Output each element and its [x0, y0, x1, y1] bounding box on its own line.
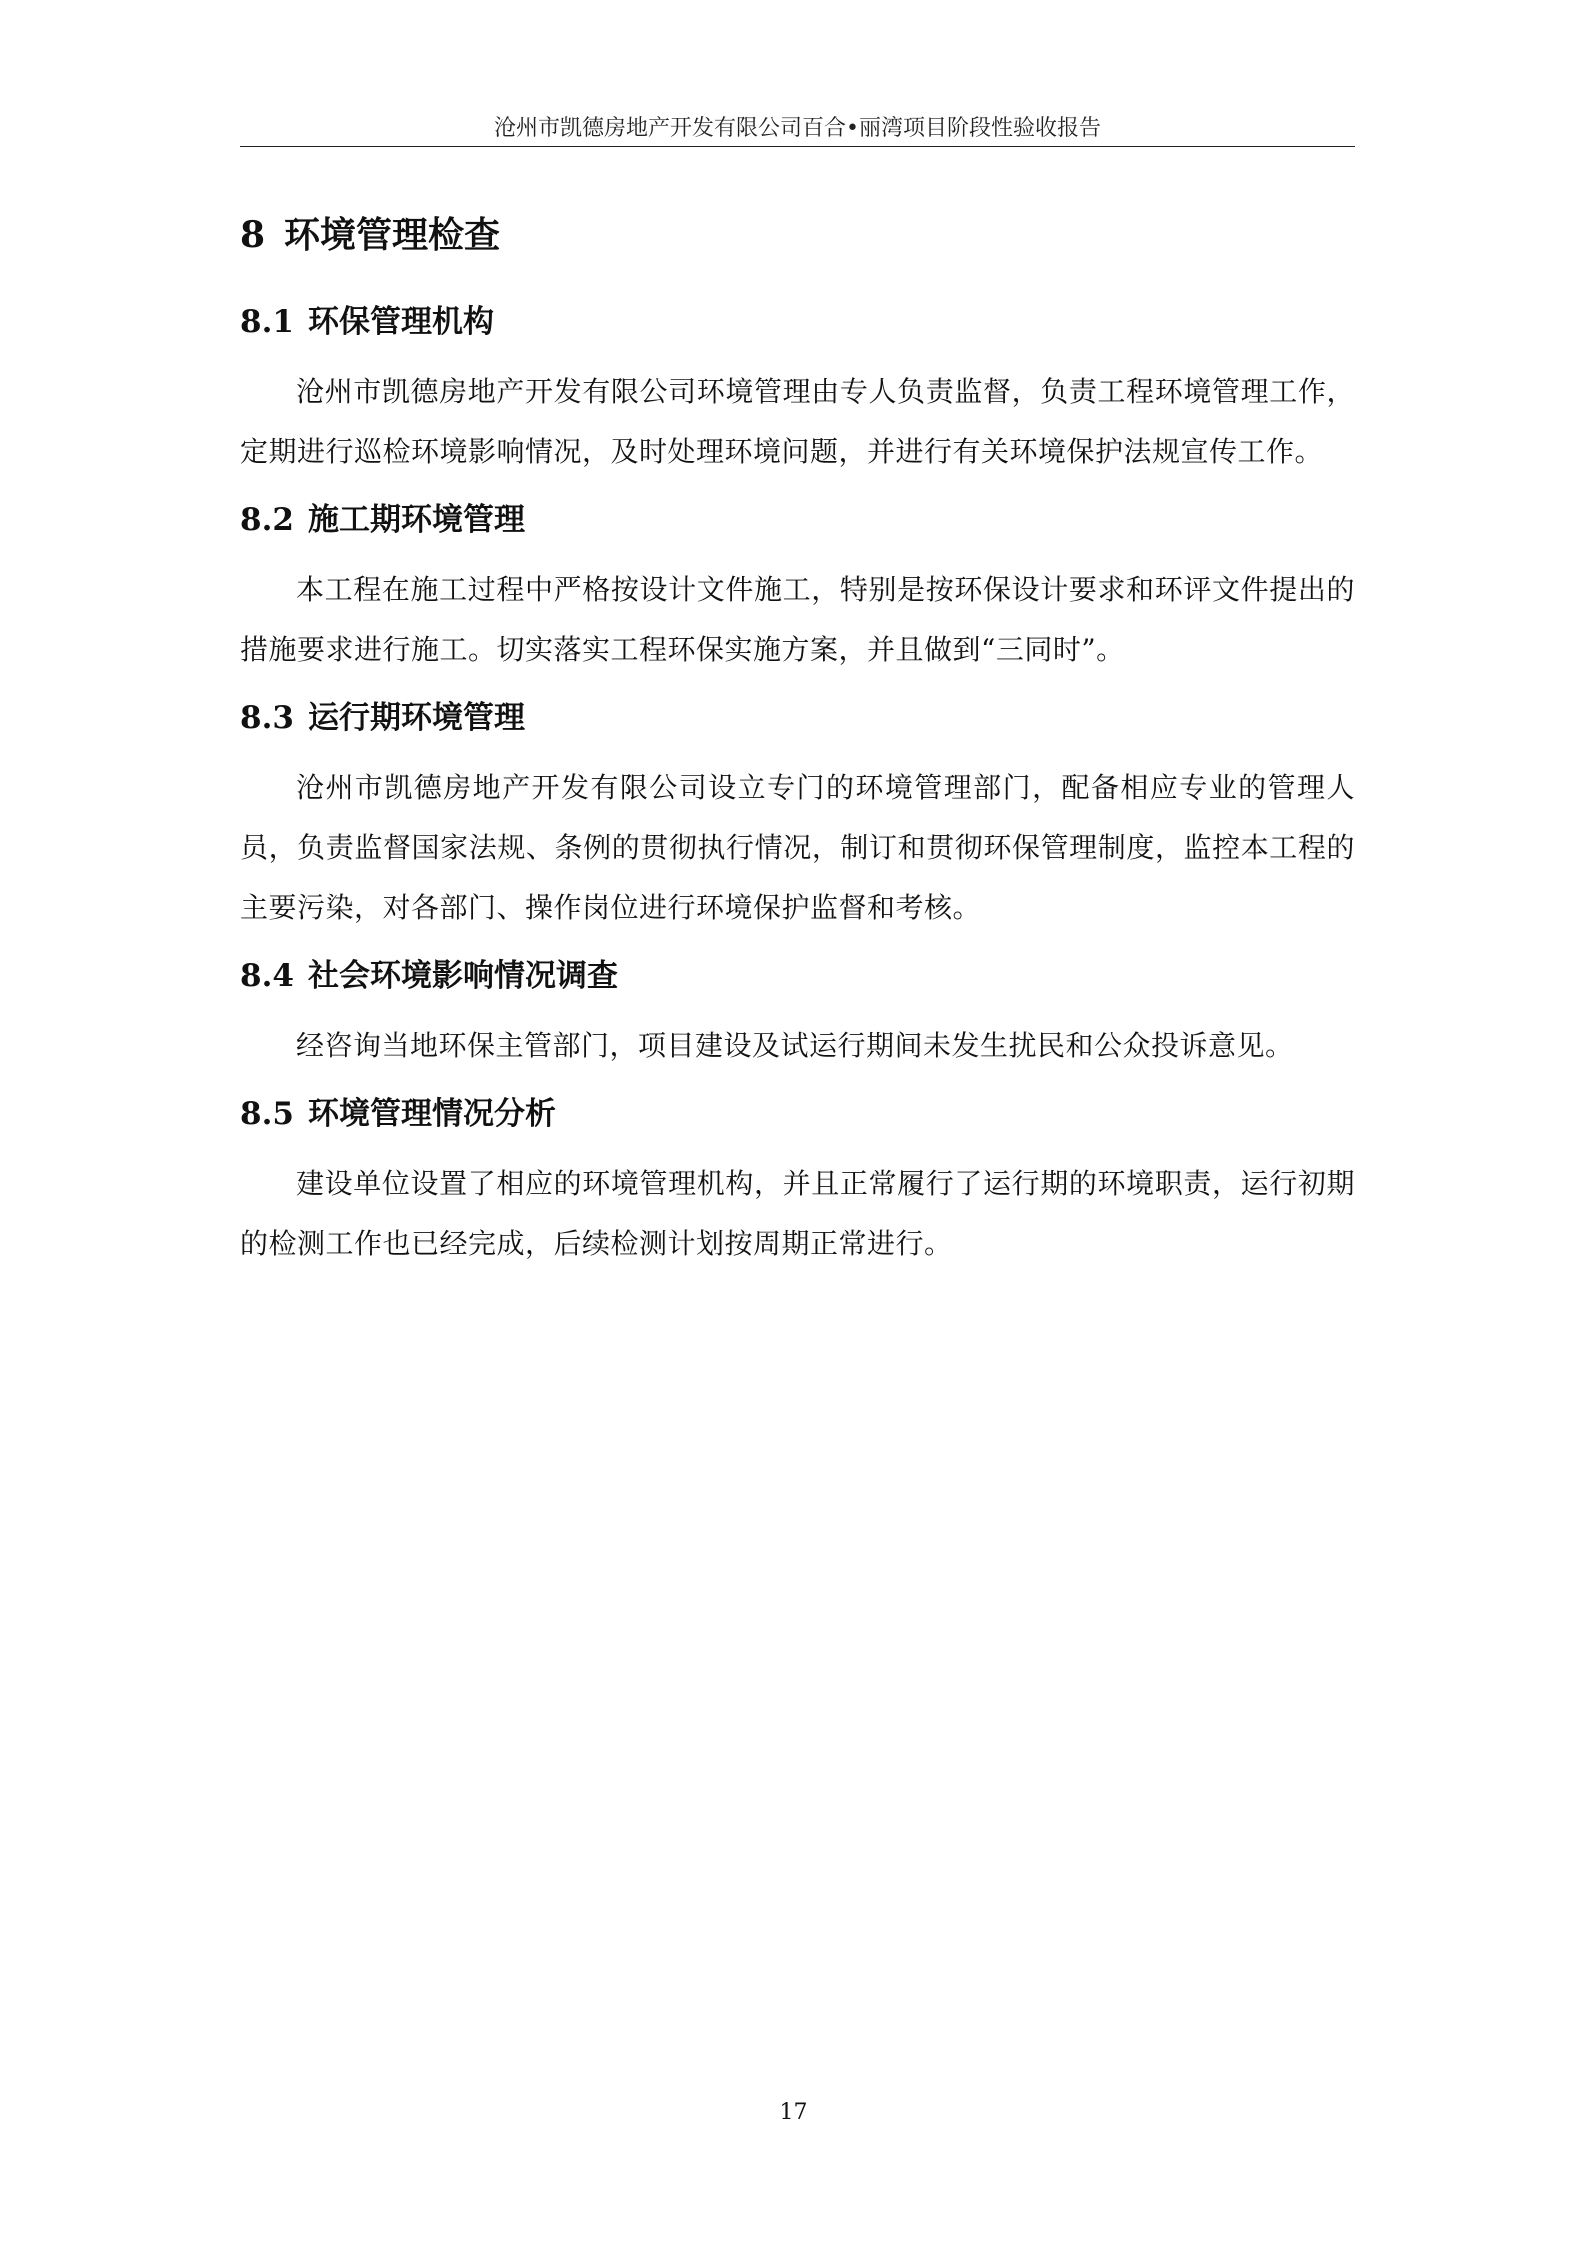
section-heading-8-5: [240, 1086, 1355, 1142]
section-number: 8.3: [240, 700, 294, 736]
section-number: 8.5: [240, 1096, 294, 1132]
section-heading-8-2: [240, 492, 1355, 548]
page-number: 17: [779, 2100, 808, 2125]
section-title: 环保管理机构: [308, 304, 494, 340]
section-paragraph: 沧州市凯德房地产开发有限公司设立专门的环境管理部门，配备相应专业的管理人员，负责监督国家法规、条例的贯彻执行情况，制订和贯彻环保管理制度，监控本工程的主要污染，对各部门、操作岗位进行环境保护监督和考核。: [240, 771, 1355, 924]
section-number: 8.4: [240, 958, 294, 994]
chapter-title: 环境管理检查: [284, 214, 501, 256]
section-heading-8-3: [240, 690, 1355, 746]
chapter-heading: [240, 200, 1355, 270]
section-title: 运行期环境管理: [308, 700, 525, 736]
section-number: 8.2: [240, 502, 294, 538]
page-body: [240, 200, 1355, 1284]
section-heading-8-1: [240, 294, 1355, 350]
running-header: 沧州市凯德房地产开发有限公司百合•丽湾项目阶段性验收报告: [494, 116, 1101, 141]
section-paragraph: 沧州市凯德房地产开发有限公司环境管理由专人负责监督，负责工程环境管理工作，定期进行巡检环境影响情况，及时处理环境问题，并进行有关环境保护法规宣传工作。: [240, 375, 1355, 468]
section-title: 环境管理情况分析: [308, 1096, 556, 1132]
header-divider: [240, 146, 1355, 147]
chapter-number: 8: [240, 214, 266, 256]
section-title: 施工期环境管理: [308, 502, 525, 538]
section-number: 8.1: [240, 304, 294, 340]
section-heading-8-4: [240, 948, 1355, 1004]
section-paragraph: 本工程在施工过程中严格按设计文件施工，特别是按环保设计要求和环评文件提出的措施要求进行施工。切实落实工程环保实施方案，并且做到“三同时”。: [240, 573, 1355, 666]
section-paragraph: 建设单位设置了相应的环境管理机构，并且正常履行了运行期的环境职责，运行初期的检测工作也已经完成，后续检测计划按周期正常进行。: [240, 1167, 1355, 1260]
section-paragraph: 经咨询当地环保主管部门，项目建设及试运行期间未发生扰民和公众投诉意见。: [296, 1029, 1294, 1062]
section-title: 社会环境影响情况调查: [308, 958, 618, 994]
